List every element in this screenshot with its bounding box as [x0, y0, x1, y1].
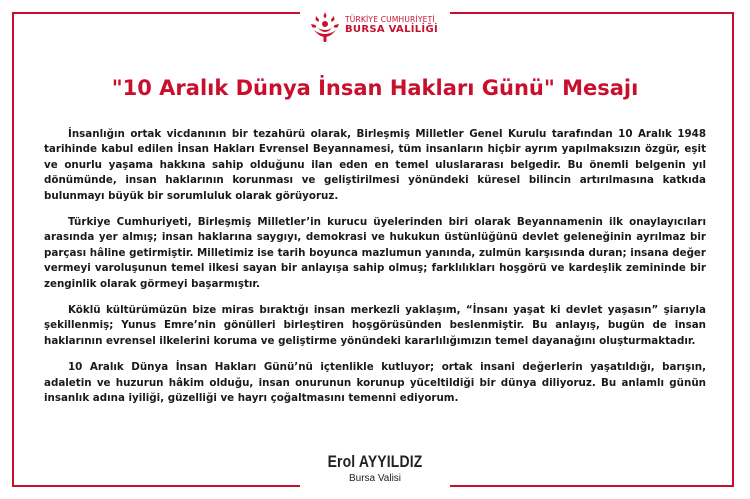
org-line-governorship: BURSA VALİLİĞİ — [345, 24, 438, 35]
org-line-country: TÜRKİYE CUMHURİYETİ — [345, 15, 435, 24]
paragraph-4: 10 Aralık Dünya İnsan Hakları Günü’nü içtenlikle kutluyor; ortak insani değerlerin yaşatıldığı, barışın, adaletin ve huzurun hâkim olduğu, insan onurunun korunup yüceltildiği bir dünya diliyoruz. Bu anlamlı günün insanlık adına iyiliği, güzelliği ve hayrı çoğaltmasını temenni ediyorum. — [44, 361, 706, 405]
ottoman-star-crescent-emblem-icon — [308, 10, 342, 44]
org-name — [345, 15, 450, 36]
paragraph-1: İnsanlığın ortak vicdanının bir tezahürü olarak, Birleşmiş Milletler Genel Kurulu tarafından 10 Aralık 1948 tarihinde kabul edilen İnsan Hakları Evrensel Beyannamesi, tüm insanların hiçbir ayrım yapılmaksızın özgür, eşit ve onurlu yaşama hakkına sahip olduğunu ilan eden en temel uluslararası belgedir. Bu önemli belgenin yıl dönümünde, insan haklarının korunması ve geliştirilmesi yönündeki küresel bilincin artırılmasına katkıda bulunmayı büyük bir sorumluluk olarak görüyoruz. — [44, 128, 706, 202]
page-title: "10 Aralık Dünya İnsan Hakları Günü" Mesajı — [111, 76, 639, 100]
paragraph-2: Türkiye Cumhuriyeti, Birleşmiş Milletler’in kurucu üyelerinden biri olarak Beyannamenin ilk onaylayıcıları arasında yer almış; insan haklarına saygıyı, demokrasi ve hukukun üstünlüğünü devlet geleneğinin ayrılmaz bir parçası hâline getirmiştir. Milletimiz ise tarih boyunca mazlumun yanında, zulmün karşısında duran; insana değer vermeyi varoluşunun temel ilkesi sayan bir anlayışa sahip olmuş; farklılıkları hoşgörü ve kardeşlik zemininde bir zenginlik olarak görmeyi başarmıştır. — [44, 216, 706, 290]
signatory-name: Erol AYYILDIZ — [327, 452, 423, 471]
header-logo — [300, 0, 450, 52]
signatory-title: Bursa Valisi — [348, 473, 402, 484]
message-body — [44, 127, 706, 418]
signature-block — [300, 446, 450, 498]
paragraph-3: Köklü kültürümüzün bize miras bıraktığı insan merkezli yaklaşım, “İnsanı yaşat ki devlet yaşasın” şiarıyla şekillenmiş; Yunus Emre’nin gönülleri birleştiren hoşgörüsünden beslenmiştir. Bu anlayış, bugün de insan haklarının evrensel ilkelerini koruma ve geliştirme yönündeki kararlılığımızın temel dayanağını oluşturmaktadır. — [44, 304, 706, 347]
